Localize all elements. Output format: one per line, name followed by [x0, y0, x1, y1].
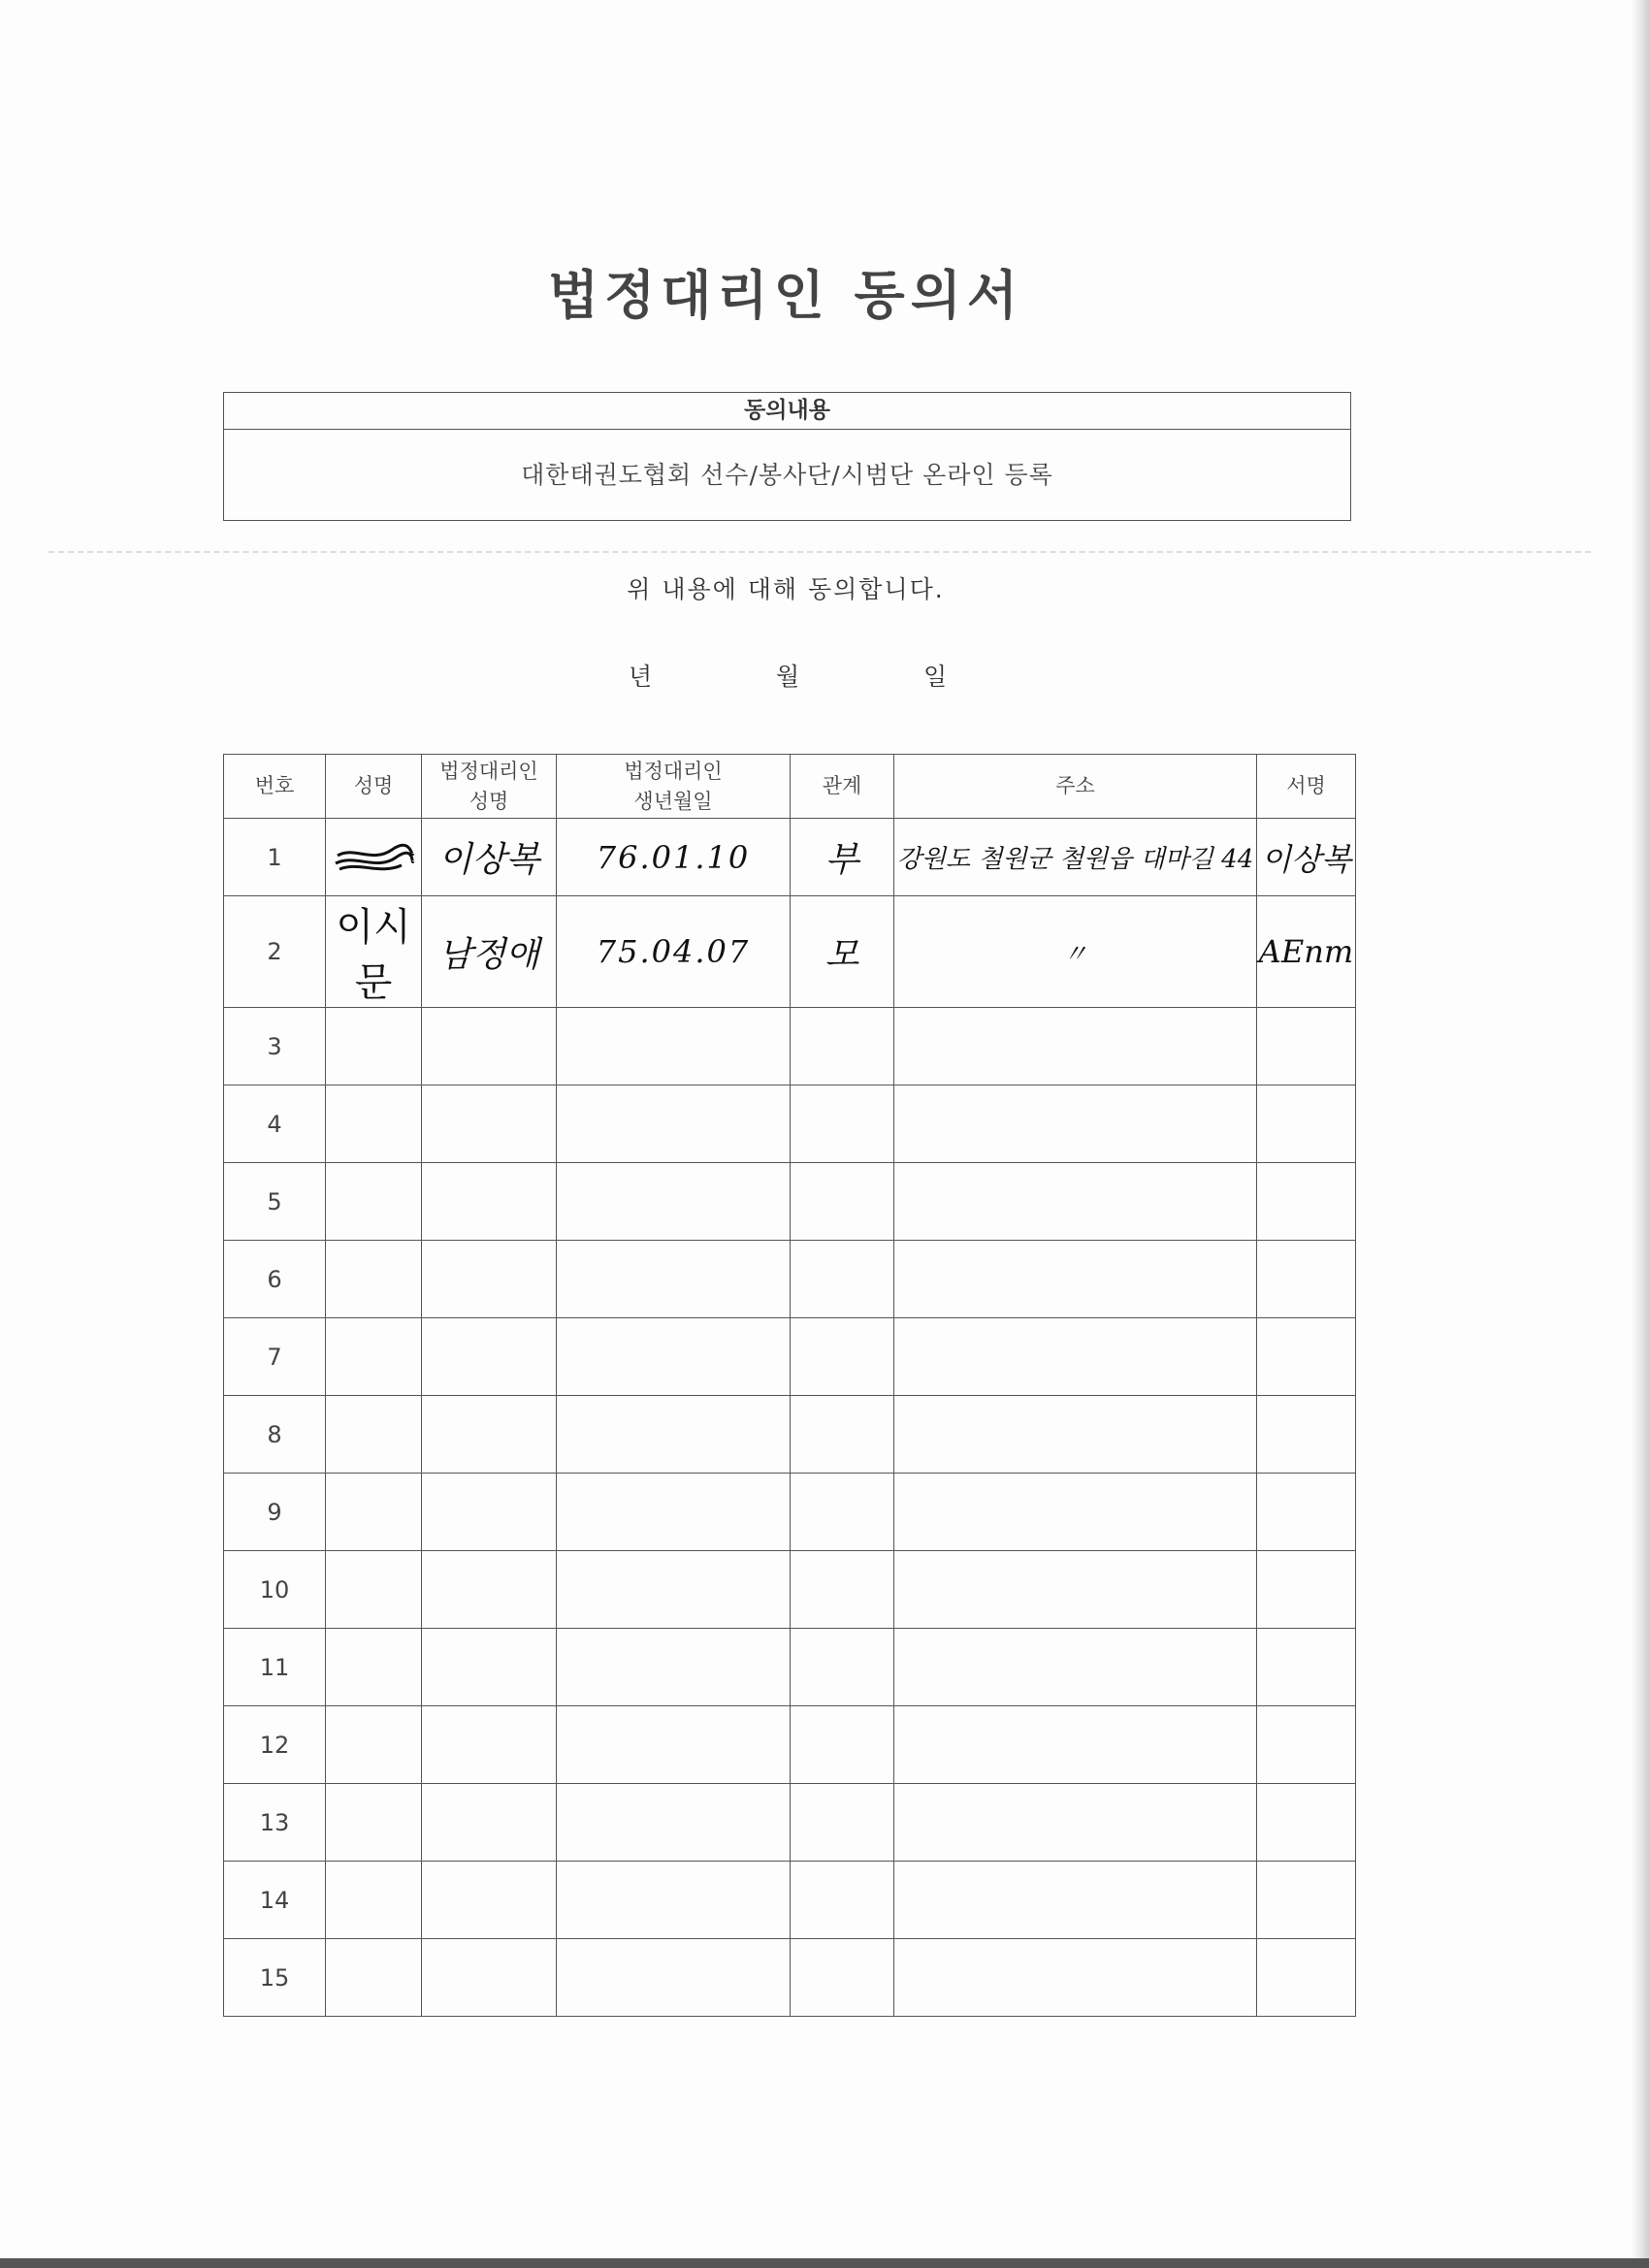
row-number-text: 7	[267, 1343, 282, 1371]
row-guardian-birth	[557, 1706, 791, 1784]
date-year-label: 년	[629, 663, 653, 691]
row-signature	[1257, 1241, 1356, 1318]
row-guardian-name-text: 이상복	[437, 840, 540, 880]
row-name	[326, 1396, 422, 1474]
row-name	[326, 1706, 422, 1784]
row-name	[326, 1784, 422, 1862]
row-signature-text: 이상복	[1261, 840, 1351, 878]
row-signature	[1257, 1163, 1356, 1241]
row-address	[894, 1318, 1257, 1396]
scan-edge-right	[1632, 0, 1649, 2268]
row-number	[224, 1939, 326, 2017]
row-relation	[791, 1551, 894, 1629]
row-relation	[791, 1629, 894, 1706]
row-guardian-name	[422, 1396, 557, 1474]
row-number	[224, 1396, 326, 1474]
row-number	[224, 1008, 326, 1085]
row-number	[224, 1629, 326, 1706]
row-relation	[791, 1008, 894, 1085]
row-guardian-name-text: 남정애	[437, 934, 540, 975]
row-guardian-birth	[557, 1551, 791, 1629]
row-address	[894, 1163, 1257, 1241]
row-guardian-birth	[557, 1318, 791, 1396]
row-guardian-name	[422, 1551, 557, 1629]
row-name	[326, 1008, 422, 1085]
row-guardian-name	[422, 819, 557, 896]
row-signature	[1257, 1396, 1356, 1474]
table-body	[224, 819, 1356, 2017]
row-number	[224, 1474, 326, 1551]
row-number	[224, 1241, 326, 1318]
table-row	[224, 1474, 1356, 1551]
row-relation	[791, 1784, 894, 1862]
consent-box-content: 대한태권도협회 선수/봉사단/시범단 온라인 등록	[521, 461, 1053, 489]
row-name	[326, 1862, 422, 1939]
table-row	[224, 1008, 1356, 1085]
row-guardian-birth	[557, 1784, 791, 1862]
row-guardian-name	[422, 1241, 557, 1318]
row-address	[894, 1862, 1257, 1939]
row-signature	[1257, 1551, 1356, 1629]
row-address-text: 강원도 철원군 철원읍 대마길 44	[896, 845, 1254, 874]
header-address: 주소	[894, 755, 1257, 819]
table-row	[224, 1862, 1356, 1939]
consent-table	[223, 754, 1356, 2017]
row-relation	[791, 1939, 894, 2017]
date-day-label: 일	[923, 663, 948, 691]
header-signature: 서명	[1257, 755, 1356, 819]
row-signature	[1257, 1008, 1356, 1085]
row-number	[224, 819, 326, 896]
row-number-text: 13	[259, 1808, 290, 1836]
row-signature	[1257, 1784, 1356, 1862]
row-relation-text: 부	[824, 840, 859, 880]
row-address	[894, 1706, 1257, 1784]
row-signature	[1257, 1706, 1356, 1784]
table-row	[224, 1241, 1356, 1318]
table-row	[224, 1629, 1356, 1706]
row-number	[224, 1706, 326, 1784]
row-number	[224, 1551, 326, 1629]
table-row	[224, 1551, 1356, 1629]
scan-edge-bottom	[0, 2258, 1649, 2268]
fold-line	[48, 551, 1591, 553]
table-row	[224, 1396, 1356, 1474]
table-row	[224, 1939, 1356, 2017]
row-address	[894, 1396, 1257, 1474]
header-guardian-name-line2: 성명	[469, 789, 509, 813]
row-relation-text: 모	[824, 934, 859, 975]
row-name	[326, 1551, 422, 1629]
row-signature	[1257, 1939, 1356, 2017]
row-guardian-name	[422, 1706, 557, 1784]
row-guardian-birth	[557, 1241, 791, 1318]
row-guardian-name	[422, 1008, 557, 1085]
row-number-text: 8	[267, 1420, 282, 1448]
table-row	[224, 1784, 1356, 1862]
row-guardian-name	[422, 1163, 557, 1241]
consent-box	[223, 392, 1351, 521]
row-guardian-name	[422, 1474, 557, 1551]
row-relation	[791, 1241, 894, 1318]
row-name	[326, 1629, 422, 1706]
row-number	[224, 1784, 326, 1862]
row-number	[224, 1318, 326, 1396]
row-guardian-birth	[557, 819, 791, 896]
row-guardian-name	[422, 1629, 557, 1706]
row-address	[894, 1241, 1257, 1318]
row-signature-text: AEnm	[1258, 933, 1354, 970]
header-number: 번호	[224, 755, 326, 819]
table-row	[224, 1163, 1356, 1241]
row-guardian-birth	[557, 896, 791, 1008]
table-row	[224, 896, 1356, 1008]
row-guardian-birth	[557, 1474, 791, 1551]
row-address	[894, 896, 1257, 1008]
row-guardian-birth	[557, 1939, 791, 2017]
struck-out-name-scribble	[334, 842, 415, 877]
table-row	[224, 1085, 1356, 1163]
row-name	[326, 1085, 422, 1163]
row-address-text: 〃	[1062, 939, 1088, 969]
row-relation	[791, 896, 894, 1008]
row-relation	[791, 1474, 894, 1551]
row-address	[894, 1551, 1257, 1629]
row-relation	[791, 819, 894, 896]
row-number	[224, 896, 326, 1008]
row-name	[326, 896, 422, 1008]
header-name: 성명	[326, 755, 422, 819]
row-name	[326, 819, 422, 896]
row-guardian-birth	[557, 1008, 791, 1085]
row-guardian-name	[422, 1085, 557, 1163]
header-relation: 관계	[791, 755, 894, 819]
row-address	[894, 1474, 1257, 1551]
header-guardian-name	[422, 755, 557, 819]
row-relation	[791, 1862, 894, 1939]
row-number-text: 12	[259, 1731, 290, 1759]
row-address	[894, 1008, 1257, 1085]
row-relation	[791, 1318, 894, 1396]
row-relation	[791, 1706, 894, 1784]
row-guardian-birth	[557, 1163, 791, 1241]
row-guardian-name	[422, 1318, 557, 1396]
row-address	[894, 819, 1257, 896]
row-guardian-name	[422, 1784, 557, 1862]
row-guardian-birth-text: 75.04.07	[596, 933, 751, 970]
row-number-text: 2	[267, 938, 282, 965]
table-row	[224, 819, 1356, 896]
row-guardian-birth	[557, 1396, 791, 1474]
row-number-text: 3	[267, 1032, 282, 1060]
row-name	[326, 1318, 422, 1396]
row-number-text: 4	[267, 1110, 282, 1138]
row-relation	[791, 1085, 894, 1163]
row-signature	[1257, 1474, 1356, 1551]
row-address	[894, 1085, 1257, 1163]
row-signature	[1257, 896, 1356, 1008]
row-guardian-name	[422, 1862, 557, 1939]
table-row	[224, 1706, 1356, 1784]
document-title: 법정대리인 동의서	[547, 265, 1024, 326]
row-guardian-birth-text: 76.01.10	[596, 838, 751, 876]
row-guardian-name	[422, 896, 557, 1008]
header-guardian-name-line1: 법정대리인	[439, 759, 538, 783]
row-guardian-birth	[557, 1085, 791, 1163]
row-signature	[1257, 819, 1356, 896]
row-number-text: 1	[267, 843, 282, 871]
row-number-text: 11	[259, 1653, 290, 1681]
row-name	[326, 1163, 422, 1241]
row-number-text: 6	[267, 1265, 282, 1293]
row-guardian-name	[422, 1939, 557, 2017]
row-signature	[1257, 1318, 1356, 1396]
row-number-text: 10	[259, 1575, 290, 1604]
row-relation	[791, 1396, 894, 1474]
row-signature	[1257, 1085, 1356, 1163]
row-name	[326, 1939, 422, 2017]
header-guardian-birth	[557, 755, 791, 819]
row-address	[894, 1939, 1257, 2017]
date-month-label: 월	[776, 663, 800, 691]
agreement-statement: 위 내용에 대해 동의합니다.	[627, 575, 945, 603]
row-name	[326, 1241, 422, 1318]
header-guardian-birth-line2: 생년월일	[633, 789, 713, 813]
row-address	[894, 1784, 1257, 1862]
header-guardian-birth-line1: 법정대리인	[624, 759, 723, 783]
row-number	[224, 1085, 326, 1163]
row-number-text: 5	[267, 1187, 282, 1215]
row-number-text: 9	[267, 1498, 282, 1526]
row-guardian-birth	[557, 1629, 791, 1706]
table-header-row	[224, 755, 1356, 819]
consent-box-header: 동의내용	[224, 393, 1350, 430]
row-signature	[1257, 1862, 1356, 1939]
row-name-text: 이시문	[336, 905, 411, 1005]
row-signature	[1257, 1629, 1356, 1706]
row-address	[894, 1629, 1257, 1706]
row-number	[224, 1862, 326, 1939]
row-number-text: 15	[259, 1963, 290, 1992]
table-row	[224, 1318, 1356, 1396]
row-guardian-birth	[557, 1862, 791, 1939]
row-name	[326, 1474, 422, 1551]
row-number-text: 14	[259, 1886, 290, 1914]
row-number	[224, 1163, 326, 1241]
row-relation	[791, 1163, 894, 1241]
